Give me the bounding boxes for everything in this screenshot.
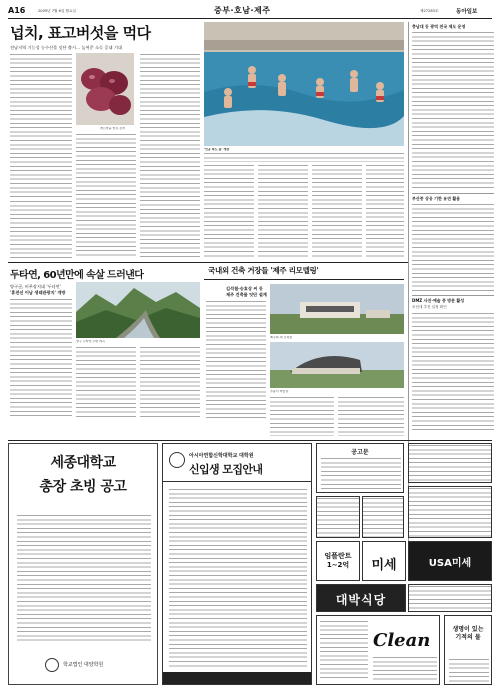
right-title1: 충남대 등 광역 전국 제도 운영 bbox=[412, 24, 466, 29]
univ-ad bbox=[162, 443, 312, 685]
notice-title: 공고문 bbox=[351, 449, 369, 456]
dental-label: 임플란트 1~2억 bbox=[324, 552, 352, 569]
article1-body-col1 bbox=[10, 53, 72, 198]
univ-header bbox=[163, 444, 312, 482]
page-number: A16 bbox=[8, 6, 26, 15]
dental-ad bbox=[316, 541, 360, 581]
sejong-foundation: 학교법인 대양학원 bbox=[63, 662, 104, 668]
right-divider2 bbox=[412, 295, 494, 296]
article1-body-col5 bbox=[258, 164, 308, 258]
subhead-article2-1: 양구군, 비무장지대 '두타연' bbox=[10, 284, 61, 289]
clean-brand: Clean bbox=[373, 630, 431, 651]
classified-ad3 bbox=[408, 443, 492, 483]
article2-body-col3 bbox=[140, 346, 200, 418]
hanja-ad bbox=[408, 584, 492, 612]
subhead-article3-1: 김석철·승효상 씨 등 bbox=[226, 286, 263, 291]
water-ad bbox=[444, 615, 492, 685]
waterpark-caption-title: '인공 파도 풀' 개장 bbox=[204, 148, 230, 151]
usa-label: USA미세 bbox=[428, 558, 472, 569]
article1-body-col6 bbox=[312, 164, 362, 258]
header-rule bbox=[8, 18, 492, 19]
jeju-building-photo1 bbox=[270, 284, 404, 334]
article2-body-col2 bbox=[76, 346, 136, 418]
issue-number: 제27283호 bbox=[420, 9, 439, 13]
clean-body bbox=[373, 656, 437, 682]
diet-ad bbox=[362, 541, 406, 581]
article1-body-col7 bbox=[366, 164, 404, 258]
section-title: 중부·호남·제주 bbox=[214, 6, 271, 15]
univ-top: 아시아연합신학대학교 대학원 bbox=[189, 453, 254, 459]
ads-divider bbox=[8, 440, 492, 441]
dutayeon-photo bbox=[76, 282, 200, 338]
issue-date: 2009년 7월 6일 월요일 bbox=[38, 9, 76, 13]
newspaper-name: 동아일보 bbox=[456, 9, 478, 15]
article1-body-col3 bbox=[140, 53, 200, 258]
article1-body-col2 bbox=[76, 133, 136, 258]
notice-body bbox=[321, 457, 401, 491]
waterpark-photo bbox=[204, 22, 404, 146]
waterpark-caption bbox=[204, 148, 404, 162]
jeju-photo2-caption: 수풍석 박물관 bbox=[270, 390, 289, 393]
right-body1 bbox=[412, 31, 494, 191]
sejong-title1: 세종대학교 bbox=[50, 455, 116, 471]
sejong-ad bbox=[8, 443, 158, 685]
subhead-article1: 전남지역 기능성 농수산물 잇단 출시… 높여준 소득 증대 기대 bbox=[10, 45, 122, 50]
clean-ad bbox=[316, 615, 440, 685]
usa-ad bbox=[408, 541, 492, 581]
sejong-title-block bbox=[13, 452, 153, 504]
subhead-article2-2: '휴전선 이남 생태관광지' 개방 bbox=[10, 290, 66, 295]
univ-footer-bar bbox=[163, 672, 312, 685]
article3-body-col3 bbox=[338, 396, 404, 436]
diet-label: 미세 bbox=[371, 558, 397, 573]
right-title4: 조선대 추진 일정 확인 bbox=[412, 305, 447, 309]
headline-article3: 국내외 건축 거장들 '제주 리모델링' bbox=[208, 266, 319, 275]
dutayeon-caption: 양구 두타연 주변 계곡 bbox=[76, 340, 105, 343]
right-body2 bbox=[412, 203, 494, 293]
article3-body-col1 bbox=[206, 300, 266, 418]
univ-body bbox=[169, 488, 307, 668]
classified-ad1 bbox=[316, 496, 360, 538]
article1-body-col4 bbox=[204, 164, 254, 258]
sejong-body bbox=[17, 514, 151, 644]
univ-main: 신입생 모집안내 bbox=[189, 463, 263, 476]
right-title2: 부산중 상공 기한 유연 활용 bbox=[412, 196, 461, 201]
univ-logo bbox=[169, 452, 185, 468]
sejong-title2: 총장 초빙 공고 bbox=[39, 479, 127, 495]
water-body bbox=[449, 658, 489, 682]
jeju-building-photo2 bbox=[270, 342, 404, 388]
page-header bbox=[8, 4, 492, 18]
classified-ad4 bbox=[408, 486, 492, 538]
notice-ad bbox=[316, 443, 404, 493]
restaurant-ad bbox=[316, 584, 406, 612]
potato-photo-caption: 게르마늄 함유 감자 bbox=[100, 127, 126, 130]
headline-article1: 넙치, 표고버섯을 먹다 bbox=[10, 24, 151, 42]
article2-body-col1 bbox=[10, 298, 72, 418]
headline-article2: 두타연, 60년만에 속살 드러낸다 bbox=[10, 270, 144, 281]
right-title3: DMZ 사진·예술 중 방문 활성 bbox=[412, 298, 465, 303]
sejong-emblem bbox=[45, 658, 59, 672]
article1-body-col1b bbox=[10, 200, 72, 258]
water-label: 생명이 있는 기적의 물 bbox=[452, 626, 484, 641]
subhead-article3-2: 제주 건축물 잇단 설계 bbox=[226, 292, 267, 297]
clean-left-body bbox=[320, 620, 368, 680]
right-body3 bbox=[412, 312, 494, 432]
article3-body-col2 bbox=[270, 396, 334, 436]
restaurant-label: 대박식당 bbox=[335, 593, 387, 607]
headline-article3-box bbox=[204, 262, 404, 280]
classified-ad2 bbox=[362, 496, 404, 538]
right-divider1 bbox=[412, 193, 494, 194]
potato-photo bbox=[76, 53, 134, 125]
jeju-photo1-caption: 제주의 새 건축물 bbox=[270, 336, 293, 339]
